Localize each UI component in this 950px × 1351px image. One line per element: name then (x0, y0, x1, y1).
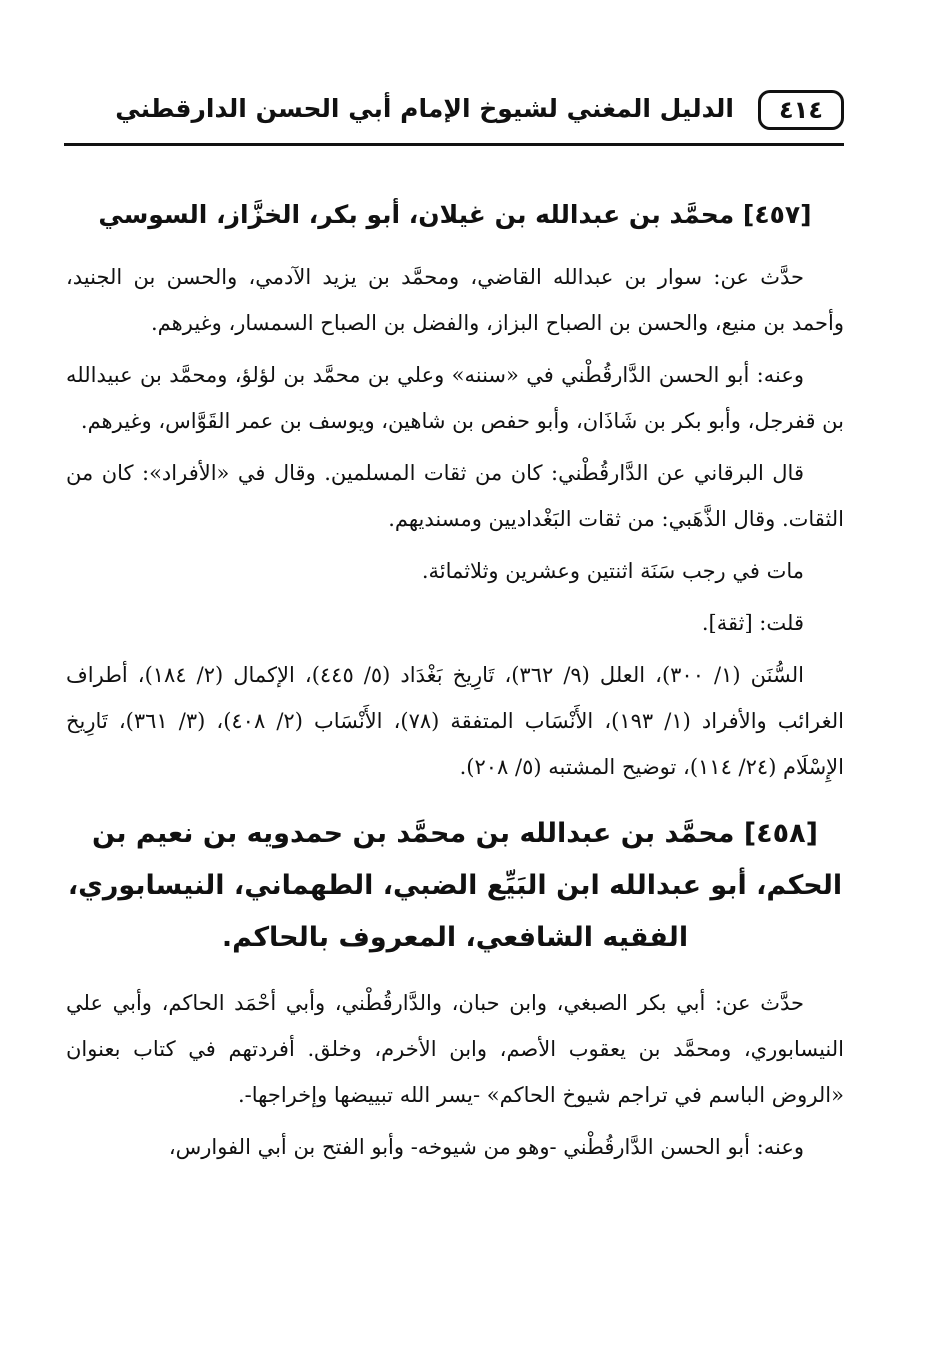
page-number: ٤١٤ (779, 96, 823, 124)
paragraph-verdict: قلت: [ثقة]. (701, 611, 804, 635)
entry-heading: [٤٥٧] محمَّد بن عبدالله بن غيلان، أبو بكر، الخزَّاز، السوسي (98, 200, 812, 229)
page-body (66, 190, 844, 1176)
header-divider (64, 143, 844, 146)
paragraph-students: وعنه: أبو الحسن الدَّارقُطْني في «سننه» وعلي بن محمَّد بن لؤلؤ، ومحمَّد بن عبيدالله بن قفرجل، وأبو بكر بن شَاذَان، وأبو حفص بن شاهين، ويوسف بن عمر القَوَّاس، وغيرهم. (66, 363, 844, 433)
running-header (64, 88, 844, 146)
entry-heading: [٤٥٨] محمَّد بن عبدالله بن محمَّد بن حمدويه بن نعيم بن الحكم، أبو عبدالله ابن البَيِّع الضبي، الطهماني، النيسابوري، الفقيه الشافعي، المعروف بالحاكم. (67, 818, 843, 953)
paragraph-students: وعنه: أبو الحسن الدَّارقُطْني -وهو من شيوخه- وأبو الفتح بن أبي الفوارس، (168, 1135, 804, 1159)
paragraph-teachers: حدَّث عن: سوار بن عبدالله القاضي، ومحمَّد بن يزيد الآدمي، والحسن بن الجنيد، وأحمد بن منيع، والحسن بن الصباح البزاز، والفضل بن الصباح السمسار، وغيرهم. (66, 265, 844, 335)
paragraph-grading: قال البرقاني عن الدَّارقُطْني: كان من ثقات المسلمين. وقال في «الأفراد»: كان من الثقات. وقال الذَّهَبي: من ثقات البَغْداديين ومسنديهم. (66, 461, 844, 531)
page-number-frame (758, 90, 844, 130)
book-title: الدليل المغني لشيوخ الإمام أبي الحسن الدارقطني (115, 94, 734, 123)
paragraph-death: مات في رجب سَنَة اثنتين وعشرين وثلاثمائة. (421, 559, 804, 583)
paragraph-references: السُّنَن (١/ ٣٠٠)، العلل (٩/ ٣٦٢)، تَارِيخ بَغْدَاد (٥/ ٤٤٥)، الإكمال (٢/ ١٨٤)، أطراف الغرائب والأفراد (١/ ١٩٣)، الأَنْسَاب المتفقة (٧٨)، الأَنْسَاب (٢/ ٤٠٨)، (٣/ ٣٦١)، تَارِيخ الإِسْلَام (٢٤/ ١١٤)، توضيح المشتبه (٥/ ٢٠٨). (66, 663, 844, 779)
paragraph-teachers: حدَّث عن: أبي بكر الصبغي، وابن حبان، والدَّارقُطْني، وأبي أحْمَد الحاكم، وأبي علي النيسابوري، ومحمَّد بن يعقوب الأصم، وابن الأخرم، وخلق. أفردتهم في كتاب بعنوان «الروض الباسم في تراجم شيوخ الحاكم» -يسر الله تبييضها وإخراجها-. (66, 991, 844, 1107)
